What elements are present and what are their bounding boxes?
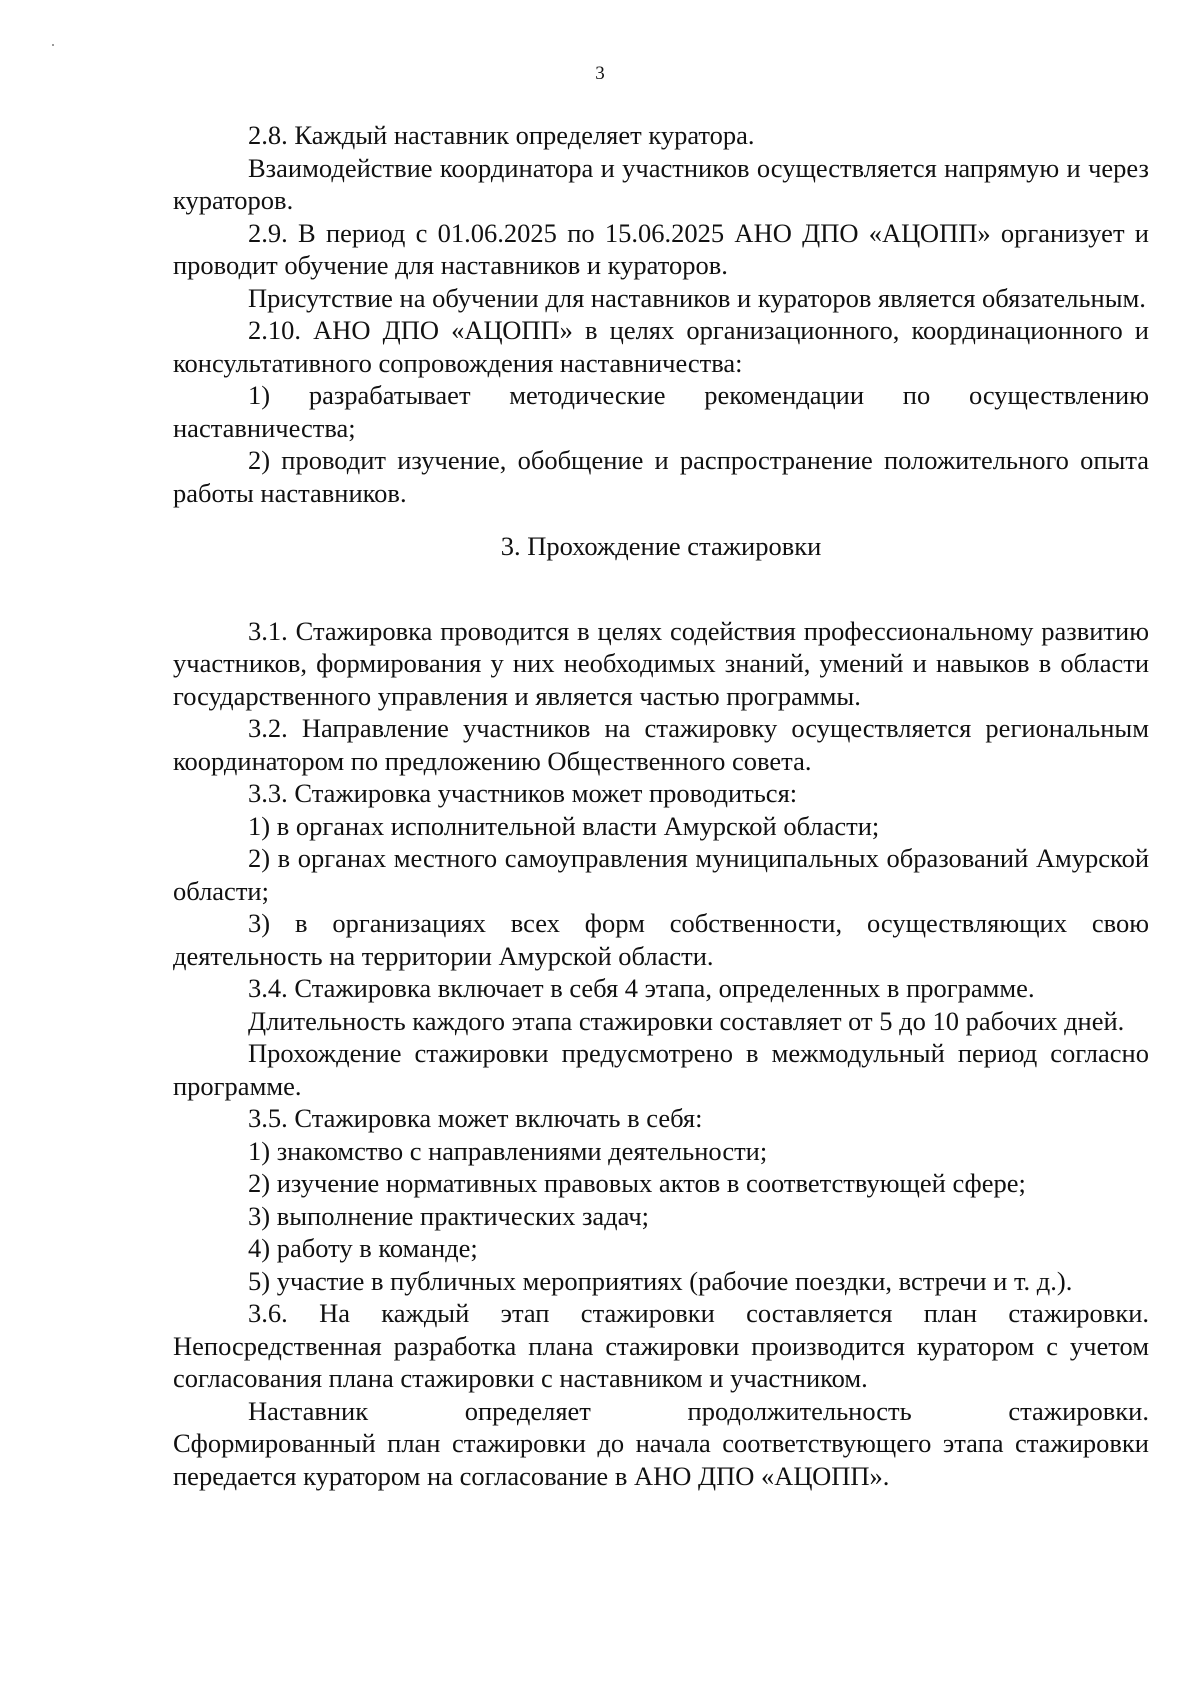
paragraph-3-2: 3.2. Направление участников на стажировку осуществляется региональным координатором по предложению Общественного совета. bbox=[173, 713, 1149, 776]
paragraph-3-4: 3.4. Стажировка включает в себя 4 этапа, определенных в программе. bbox=[248, 973, 1035, 1003]
paragraph-stage-duration: Длительность каждого этапа стажировки составляет от 5 до 10 рабочих дней. bbox=[248, 1005, 1125, 1036]
list-item-activity-areas: 1) знакомство с направлениями деятельности; bbox=[248, 1135, 768, 1166]
list-item-regulatory-acts: 2) изучение нормативных правовых актов в соответствующей сфере; bbox=[248, 1168, 1026, 1198]
paragraph-3-3: 3.3. Стажировка участников может проводиться: bbox=[248, 778, 798, 808]
paragraph-2-9: 2.9. В период с 01.06.2025 по 15.06.2025 АНО ДПО «АЦОПП» организует и проводит обучение для наставников и кураторов. bbox=[173, 217, 1149, 280]
scan-speck bbox=[52, 44, 54, 46]
paragraph-2-8: 2.8. Каждый наставник определяет куратора. bbox=[248, 120, 755, 150]
list-item-public-events: 5) участие в публичных мероприятиях (рабочие поездки, встречи и т. д.). bbox=[248, 1265, 1073, 1296]
list-item-teamwork: 4) работу в команде; bbox=[248, 1233, 478, 1263]
paragraph-attendance: Присутствие на обучении для наставников и кураторов является обязательным. bbox=[248, 282, 1146, 313]
list-item-methodical-recommendations: 1) разрабатывает методические рекомендации по осуществлению наставничества; bbox=[173, 380, 1149, 443]
list-item-practical-tasks: 3) выполнение практических задач; bbox=[248, 1200, 650, 1231]
list-item-local-self-government: 2) в органах местного самоуправления муниципальных образований Амурской области; bbox=[173, 843, 1149, 906]
paragraph-3-5: 3.5. Стажировка может включать в себя: bbox=[248, 1103, 703, 1133]
paragraph-intermodule-period: Прохождение стажировки предусмотрено в межмодульный период согласно программе. bbox=[173, 1038, 1149, 1101]
paragraph-plan-approval: Сформированный план стажировки до начала соответствующего этапа стажировки передается куратором на согласование в АНО ДПО «АЦОПП». bbox=[173, 1428, 1149, 1491]
section-heading: 3. Прохождение стажировки bbox=[500, 531, 822, 561]
list-item-executive-bodies: 1) в органах исполнительной власти Амурской области; bbox=[248, 810, 880, 841]
paragraph-3-1: 3.1. Стажировка проводится в целях содействия профессиональному развитию участников, формирования у них необходимых знаний, умений и навыков в области государственного управления и является частью программы. bbox=[173, 615, 1149, 711]
paragraph-3-6: 3.6. На каждый этап стажировки составляется план стажировки. Непосредственная разработка плана стажировки производится куратором с учетом согласования плана стажировки с наставником и участником. bbox=[173, 1298, 1149, 1393]
document-body bbox=[173, 119, 1149, 1492]
paragraph-2-10: 2.10. АНО ДПО «АЦОПП» в целях организационного, координационного и консультативного сопровождения наставничества: bbox=[173, 315, 1149, 378]
paragraph-mentor-duration: Наставник определяет продолжительность стажировки. bbox=[248, 1395, 1149, 1426]
list-item-experience-study: 2) проводит изучение, обобщение и распространение положительного опыта работы наставников. bbox=[173, 445, 1149, 508]
page-number: 3 bbox=[595, 63, 605, 84]
paragraph-coordinator-interaction: Взаимодействие координатора и участников осуществляется напрямую и через кураторов. bbox=[173, 152, 1149, 215]
list-item-organizations: 3) в организациях всех форм собственности, осуществляющих свою деятельность на территории Амурской области. bbox=[173, 908, 1149, 971]
